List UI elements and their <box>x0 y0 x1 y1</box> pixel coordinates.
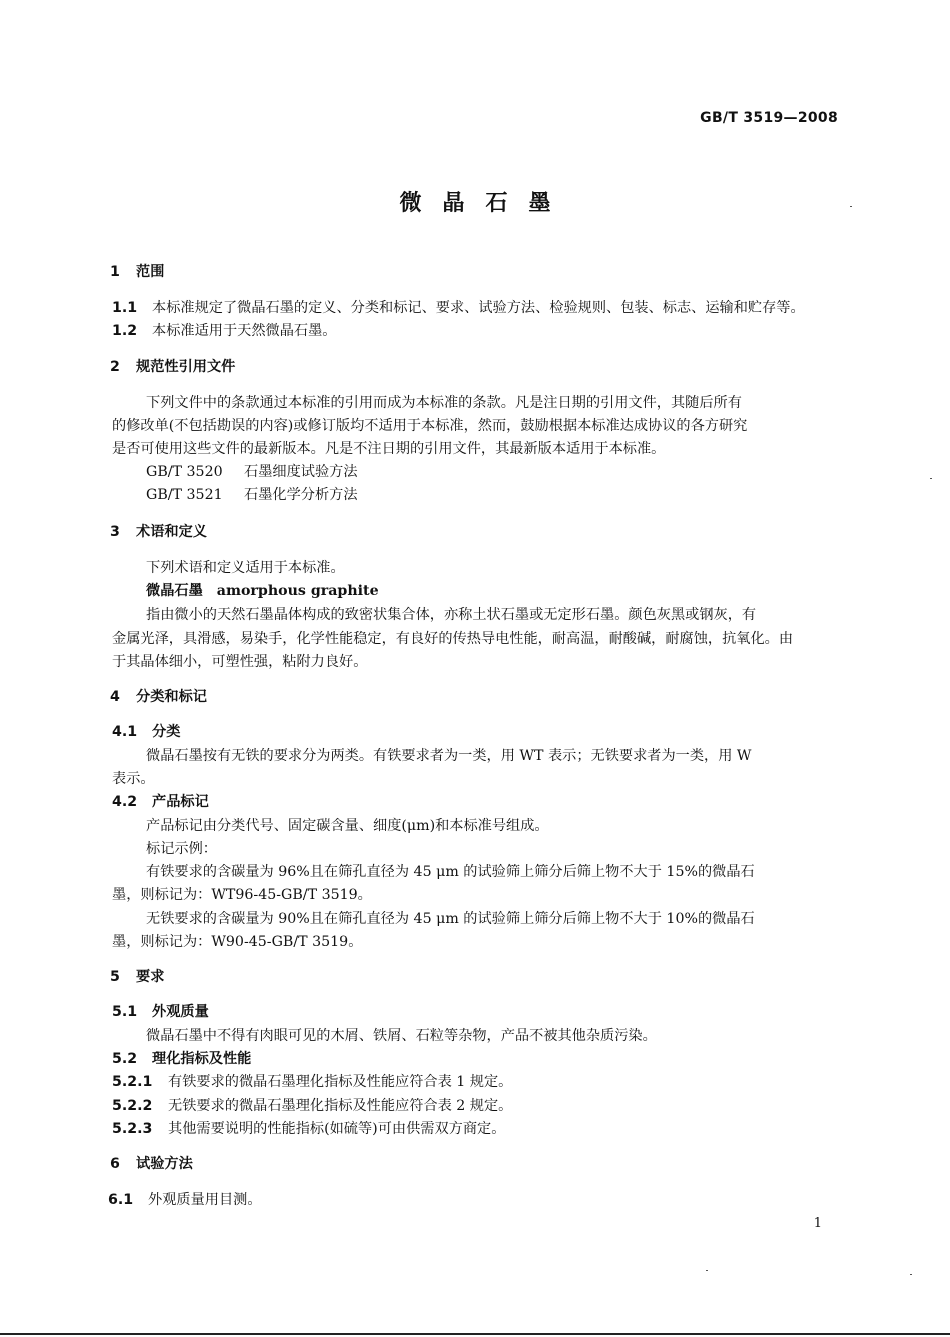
clause-number: 5.2 <box>112 1051 138 1067</box>
section-title: 术语和定义 <box>136 524 207 540</box>
clause-5-2-3 <box>112 1118 505 1138</box>
example-line: 无铁要求的含碳量为 90%且在筛孔直径为 45 μm 的试验筛上筛分后筛上物不大于 10%的微晶石 <box>146 911 755 927</box>
clause-5-2-1 <box>112 1071 512 1091</box>
clause-number: 5.2.2 <box>112 1098 153 1114</box>
clause-1-2 <box>112 320 336 340</box>
paragraph-line: 表示。 <box>112 771 155 787</box>
standard-code: GB/T 3519—2008 <box>700 110 838 126</box>
clause-title: 外观质量 <box>152 1004 209 1020</box>
definition-line: 金属光泽，具滑感，易染手，化学性能稳定，有良好的传热导电性能，耐高温，耐酸碱，耐腐蚀，抗氧化。由 <box>112 631 794 647</box>
clause-text: 外观质量用目测。 <box>148 1192 262 1208</box>
clause-text: 无铁要求的微晶石墨理化指标及性能应符合表 2 规定。 <box>168 1098 513 1114</box>
paragraph-line: 下列术语和定义适用于本标准。 <box>146 560 345 576</box>
scan-speck <box>930 478 932 479</box>
clause-text: 其他需要说明的性能指标(如硫等)可由供需双方商定。 <box>168 1121 506 1137</box>
section-title: 规范性引用文件 <box>136 359 236 375</box>
clause-number: 5.1 <box>112 1004 138 1020</box>
term-chinese: 微晶石墨 <box>146 583 203 599</box>
clause-5-2-heading <box>112 1048 251 1068</box>
paragraph-line: 的修改单(不包括勘误的内容)或修订版均不适用于本标准，然而，鼓励根据本标准达成协议的各方研究 <box>112 418 748 434</box>
reference-item <box>146 461 358 481</box>
paragraph-line: 微晶石墨中不得有肉眼可见的木屑、铁屑、石粒等杂物，产品不被其他杂质污染。 <box>146 1028 657 1044</box>
reference-code: GB/T 3521 <box>146 487 223 503</box>
clause-title: 分类 <box>152 724 181 740</box>
clause-5-1-heading <box>112 1001 209 1021</box>
clause-title: 理化指标及性能 <box>152 1051 252 1067</box>
page-number: 1 <box>813 1216 822 1231</box>
definition-line: 指由微小的天然石墨晶体构成的致密状集合体，亦称土状石墨或无定形石墨。颜色灰黑或钢灰，有 <box>146 607 757 623</box>
clause-number: 5.2.3 <box>112 1121 153 1137</box>
clause-number: 1.1 <box>112 300 138 316</box>
clause-number: 6.1 <box>108 1192 134 1208</box>
section-3-heading <box>110 521 207 541</box>
paragraph-line: 微晶石墨按有无铁的要求分为两类。有铁要求者为一类，用 WT 表示；无铁要求者为一类，用 W <box>146 748 752 764</box>
section-title: 试验方法 <box>136 1156 193 1172</box>
clause-4-2-heading <box>112 791 209 811</box>
clause-number: 4.2 <box>112 794 138 810</box>
scan-speck <box>706 1270 708 1271</box>
section-title: 要求 <box>136 969 165 985</box>
term-english: amorphous graphite <box>216 583 379 599</box>
paragraph-line: 标记示例： <box>146 841 217 857</box>
section-4-heading <box>110 686 207 706</box>
section-title: 范围 <box>136 264 165 280</box>
section-1-heading <box>110 261 164 281</box>
clause-text: 本标准规定了微晶石墨的定义、分类和标记、要求、试验方法、检验规则、包装、标志、运输和贮存等。 <box>152 300 805 316</box>
clause-title: 产品标记 <box>152 794 209 810</box>
section-5-heading <box>110 966 164 986</box>
definition-line: 于其晶体细小，可塑性强，粘附力良好。 <box>112 654 368 670</box>
clause-6-1 <box>108 1189 262 1209</box>
clause-number: 1.2 <box>112 323 138 339</box>
clause-number: 5.2.1 <box>112 1074 153 1090</box>
clause-4-1-heading <box>112 721 180 741</box>
scan-speck <box>850 206 852 207</box>
section-number: 1 <box>110 264 120 280</box>
section-6-heading <box>110 1153 193 1173</box>
clause-number: 4.1 <box>112 724 138 740</box>
example-line: 墨，则标记为：W90-45-GB/T 3519。 <box>112 934 363 950</box>
clause-1-1 <box>112 297 805 317</box>
section-number: 4 <box>110 689 120 705</box>
reference-name: 石墨化学分析方法 <box>244 487 358 503</box>
clause-text: 本标准适用于天然微晶石墨。 <box>152 323 337 339</box>
clause-text: 有铁要求的微晶石墨理化指标及性能应符合表 1 规定。 <box>168 1074 513 1090</box>
term-line <box>146 580 379 600</box>
example-line: 有铁要求的含碳量为 96%且在筛孔直径为 45 μm 的试验筛上筛分后筛上物不大于 15%的微晶石 <box>146 864 755 880</box>
section-2-heading <box>110 356 235 376</box>
paragraph-line: 下列文件中的条款通过本标准的引用而成为本标准的条款。凡是注日期的引用文件，其随后所有 <box>146 395 742 411</box>
scan-speck <box>910 1274 912 1275</box>
paragraph-line: 是否可使用这些文件的最新版本。凡是不注日期的引用文件，其最新版本适用于本标准。 <box>112 441 666 457</box>
section-number: 3 <box>110 524 120 540</box>
paragraph-line: 产品标记由分类代号、固定碳含量、细度(μm)和本标准号组成。 <box>146 818 549 834</box>
section-number: 5 <box>110 969 120 985</box>
example-line: 墨，则标记为：WT96-45-GB/T 3519。 <box>112 887 372 903</box>
section-number: 2 <box>110 359 120 375</box>
section-number: 6 <box>110 1156 120 1172</box>
page-title: 微晶石墨 <box>399 191 572 216</box>
clause-5-2-2 <box>112 1095 512 1115</box>
reference-name: 石墨细度试验方法 <box>244 464 358 480</box>
reference-code: GB/T 3520 <box>146 464 223 480</box>
reference-item <box>146 484 358 504</box>
page-bottom-edge <box>0 1333 950 1335</box>
section-title: 分类和标记 <box>136 689 207 705</box>
